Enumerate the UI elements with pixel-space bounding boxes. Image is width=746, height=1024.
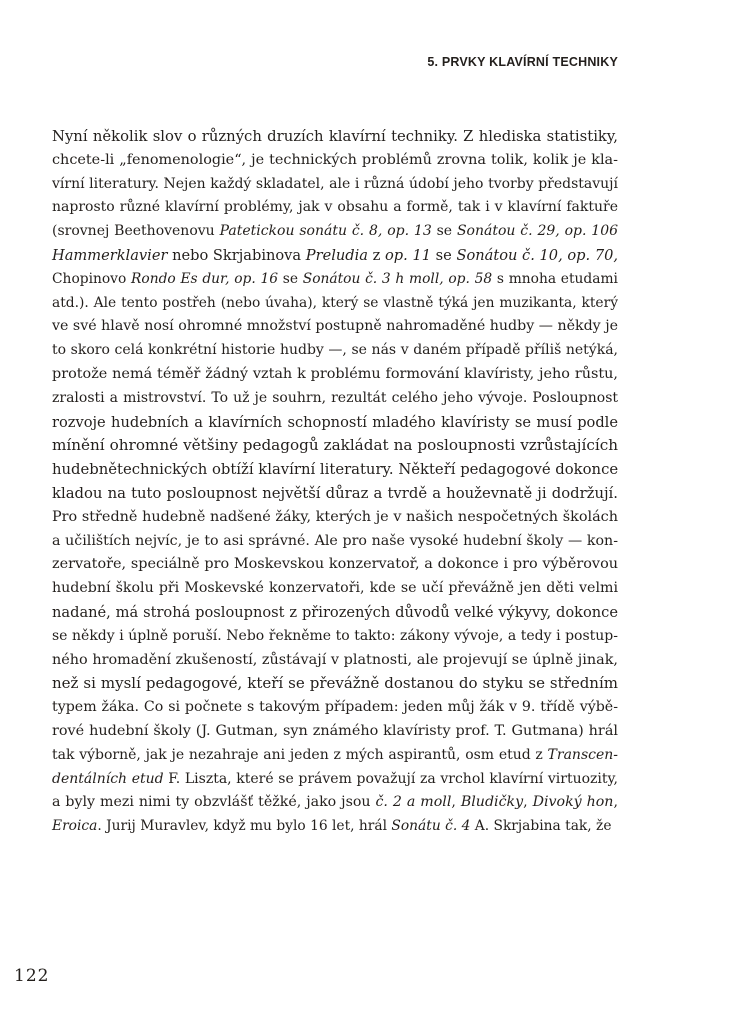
text-run: F. Liszta, které se právem považují za vrchol klavírní virtuozity,: [163, 770, 619, 787]
text-line: [52, 434, 618, 458]
italic-title: Eroica: [52, 818, 98, 835]
text-run: protože nemá téměř žádný vztah k problému formování klavíristy, jeho růstu,: [52, 365, 618, 382]
text-run: se: [431, 223, 457, 240]
text-run: se: [431, 246, 457, 264]
text-line: [52, 196, 618, 220]
italic-title: Preludia: [305, 246, 368, 264]
text-run: rové hudební školy (J. Gutman, syn známého klavíristy prof. T. Gutmana) hrál: [52, 722, 618, 739]
text-run: Nyní několik slov o různých druzích klavírní techniky. Z hlediska statistiky,: [52, 128, 618, 145]
italic-title: dentálních etud: [52, 770, 164, 787]
text-run: ného hromadění zkušeností, zůstávají v platnosti, ale projevují se úplně jinak,: [52, 651, 618, 668]
running-head: 5. PRVKY KLAVÍRNÍ TECHNIKY: [427, 55, 618, 69]
text-run: nadané, má strohá posloupnost z přirozených důvodů velké výkyvy, dokonce: [52, 603, 618, 621]
italic-title: č. 2 a moll: [375, 794, 452, 811]
text-line: [52, 649, 618, 673]
italic-title: Hammerklavier: [52, 246, 168, 264]
text-run: (srovnej Beethovenovu: [52, 223, 220, 240]
text-line: [52, 149, 618, 173]
text-run: a učilištích nejvíc, je to asi správné. Ale pro naše vysoké hudební školy — kon-: [52, 532, 618, 549]
text-run: vírní literatury. Nejen každý skladatel, ale i různá údobí jeho tvorby představují: [52, 175, 618, 192]
italic-title: Sonátou č. 29, op. 106: [456, 223, 619, 240]
italic-title: Sonátu č. 4: [391, 818, 471, 835]
text-run: z: [368, 246, 386, 264]
text-run: tak výborně, jak je nezahraje ani jeden z mých aspirantů, osm etud z: [52, 746, 548, 763]
text-line: [52, 696, 618, 720]
body-text: [52, 125, 618, 839]
text-run: to skoro celá konkrétní historie hudby —, se nás v daném případě příliš netýká,: [52, 342, 618, 359]
text-run: mínění ohromné většiny pedagogů zakládat na posloupnosti vzrůstajících: [52, 436, 618, 455]
text-run: Pro středně hudebně nadšené žáky, kterých je v našich nespočetných školách: [52, 508, 618, 525]
text-line: [52, 744, 618, 768]
text-run: typem žáka. Co si počnete s takovým případem: jeden můj žák v 9. třídě výbě-: [52, 699, 618, 716]
text-run: naprosto různé klavírní problémy, jak v obsahu a formě, tak i v klavírní faktuře: [52, 199, 618, 216]
text-run: rozvoje hudebních a klavírních schopností mladého klavíristy se musí podle: [52, 413, 618, 431]
text-run: zervatoře, speciálně pro Moskevskou konzervatoř, a dokonce i pro výběrovou: [52, 556, 618, 573]
italic-title: Bludičky: [460, 794, 524, 811]
text-run: hudebnětechnických obtíží klavírní literatury. Někteří pedagogové dokonce: [52, 461, 619, 479]
text-run: se: [278, 270, 303, 287]
text-line: [52, 363, 618, 387]
italic-title: Divoký hon: [532, 794, 614, 811]
text-line: [52, 553, 618, 577]
text-run: A. Skrjabina tak, že: [470, 818, 612, 835]
text-run: . Jurij Muravlev, když mu bylo 16 let, hrál: [97, 818, 392, 835]
text-line: [52, 482, 618, 506]
text-run: hudební školu při Moskevské konzervatoři, kde se učí převážně jen děti velmi: [52, 580, 618, 597]
text-line: [52, 625, 618, 649]
italic-title: Sonátou č. 10, op. 70,: [456, 246, 619, 264]
text-run: zralosti a mistrovství. To už je souhrn, rezultát celého jeho vývoje. Posloupnost: [52, 389, 618, 406]
text-line: [52, 268, 618, 292]
text-run: nebo Skrjabinova: [167, 246, 306, 264]
text-run: ,: [451, 794, 461, 811]
text-run: se někdy i úplně poruší. Nebo řekněme to takto: zákony vývoje, a tedy i postup-: [52, 627, 618, 644]
text-line: [52, 315, 618, 339]
text-line: [52, 815, 618, 839]
text-line: [52, 601, 618, 625]
italic-title: op. 11: [385, 246, 432, 264]
text-run: než si myslí pedagogové, kteří se převážně dostanou do styku se středním: [52, 674, 618, 693]
text-line: [52, 339, 618, 363]
text-line: [52, 173, 618, 197]
text-line: [52, 506, 618, 530]
text-line: [52, 458, 618, 482]
text-run: ,: [613, 794, 618, 811]
text-line: [52, 672, 618, 696]
text-run: a byly mezi nimi ty obzvlášť těžké, jako jsou: [52, 794, 376, 811]
text-run: ,: [523, 794, 533, 811]
text-line: [52, 244, 618, 268]
text-line: [52, 411, 618, 435]
italic-title: Patetickou sonátu č. 8, op. 13: [219, 223, 432, 240]
text-run: kladou na tuto posloupnost největší důraz a tvrdě a houževnatě ji dodržují.: [52, 484, 618, 502]
text-line: [52, 387, 618, 411]
italic-title: Sonátou č. 3 h moll, op. 58: [302, 270, 493, 287]
text-run: Chopinovo: [52, 270, 132, 287]
italic-title: Transcen-: [547, 746, 618, 763]
text-line: [52, 292, 618, 316]
text-line: [52, 768, 618, 792]
italic-title: Rondo Es dur, op. 16: [131, 270, 279, 287]
text-run: atd.). Ale tento postřeh (nebo úvaha), který se vlastně týká jen muzikanta, který: [52, 294, 618, 311]
text-run: ve své hlavě nosí ohromné množství postupně nahromaděné hudby — někdy je: [52, 318, 618, 335]
page-number: 122: [14, 966, 50, 986]
text-line: [52, 577, 618, 601]
text-line: [52, 220, 618, 244]
text-line: [52, 791, 618, 815]
text-line: [52, 530, 618, 554]
text-run: s mnoha etudami: [492, 270, 618, 287]
text-run: chcete-li „fenomenologie“, je technických problémů zrovna tolik, kolik je kla-: [52, 151, 618, 168]
text-line: [52, 125, 618, 149]
text-line: [52, 720, 618, 744]
